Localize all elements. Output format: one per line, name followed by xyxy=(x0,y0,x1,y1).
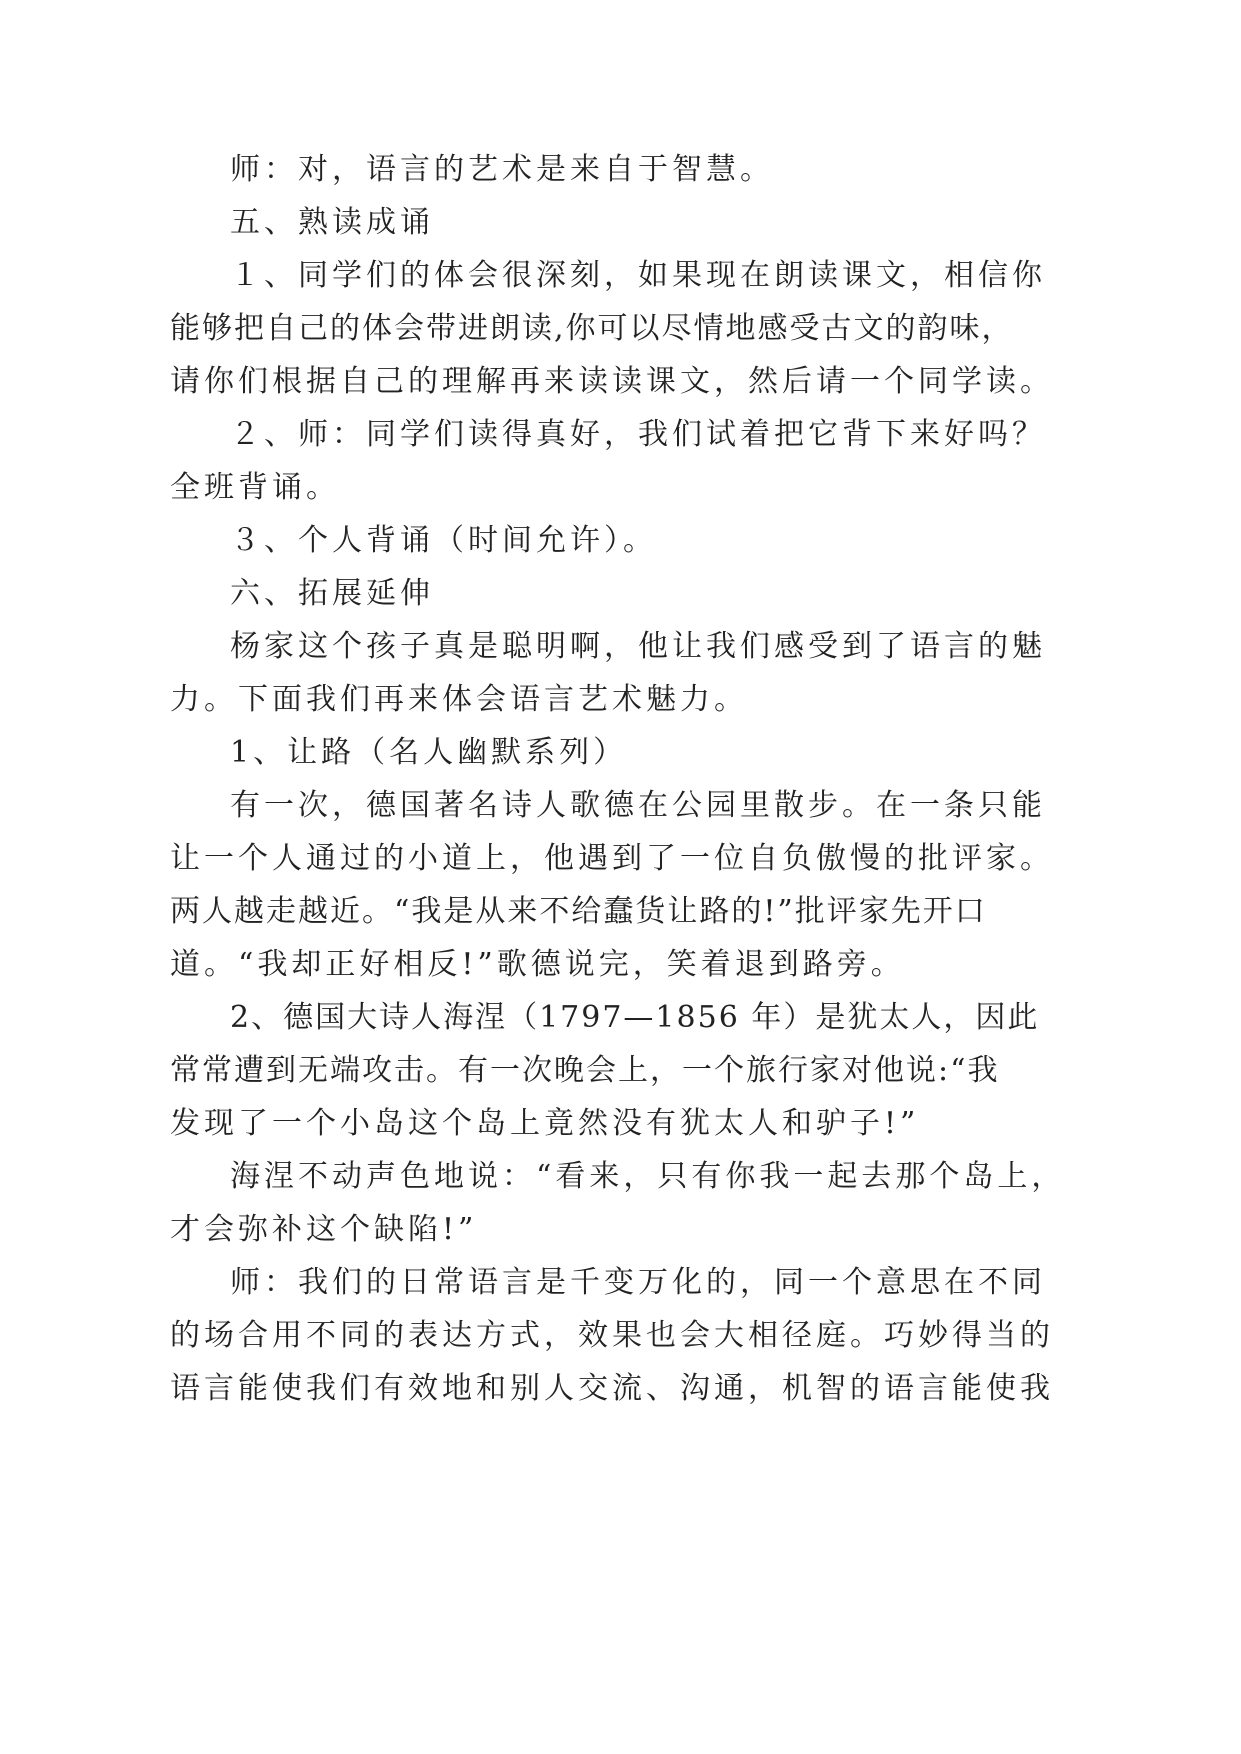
paragraph-line: 发现了一个小岛这个岛上竟然没有犹太人和驴子!” xyxy=(170,1106,920,1141)
section-heading: 五、熟读成诵 xyxy=(230,205,434,240)
paragraph-line: 海涅不动声色地说：“看来，只有你我一起去那个岛上， xyxy=(230,1159,1066,1194)
paragraph-line: 2、德国大诗人海涅（1797—1856 年）是犹太人，因此 xyxy=(230,1000,1040,1035)
paragraph-line: 常常遭到无端攻击。有一次晚会上，一个旅行家对他说:“我 xyxy=(170,1053,1000,1088)
paragraph-line: 道。“我却正好相反!”歌德说完，笑着退到路旁。 xyxy=(170,947,905,982)
paragraph-line: 两人越走越近。“我是从来不给蠢货让路的!”批评家先开口 xyxy=(170,894,987,929)
paragraph-line: ２、师：同学们读得真好，我们试着把它背下来好吗？ xyxy=(230,417,1046,452)
paragraph-line: 才会弥补这个缺陷!” xyxy=(170,1212,478,1247)
section-heading: 六、拓展延伸 xyxy=(230,576,434,611)
paragraph-line: 全班背诵。 xyxy=(170,470,340,505)
paragraph-line: 师：我们的日常语言是千变万化的，同一个意思在不同 xyxy=(230,1265,1046,1300)
paragraph-line: 杨家这个孩子真是聪明啊，他让我们感受到了语言的魅 xyxy=(230,629,1046,664)
paragraph-line: 语言能使我们有效地和别人交流、沟通，机智的语言能使我 xyxy=(170,1371,1054,1406)
paragraph-line: 的场合用不同的表达方式，效果也会大相径庭。巧妙得当的 xyxy=(170,1318,1054,1353)
paragraph-line: 力。下面我们再来体会语言艺术魅力。 xyxy=(170,682,748,717)
paragraph-line: 1、让路（名人幽默系列） xyxy=(230,735,628,770)
paragraph-line: 能够把自己的体会带进朗读,你可以尽情地感受古文的韵味， xyxy=(170,311,1014,346)
paragraph-line: １、同学们的体会很深刻，如果现在朗读课文，相信你 xyxy=(230,258,1046,293)
paragraph-line: 让一个人通过的小道上，他遇到了一位自负傲慢的批评家。 xyxy=(170,841,1054,876)
paragraph-line: 请你们根据自己的理解再来读读课文，然后请一个同学读。 xyxy=(170,364,1054,399)
paragraph-line: ３、个人背诵（时间允许）。 xyxy=(230,523,657,558)
paragraph-line: 师：对，语言的艺术是来自于智慧。 xyxy=(230,152,774,187)
paragraph-line: 有一次，德国著名诗人歌德在公园里散步。在一条只能 xyxy=(230,788,1046,823)
